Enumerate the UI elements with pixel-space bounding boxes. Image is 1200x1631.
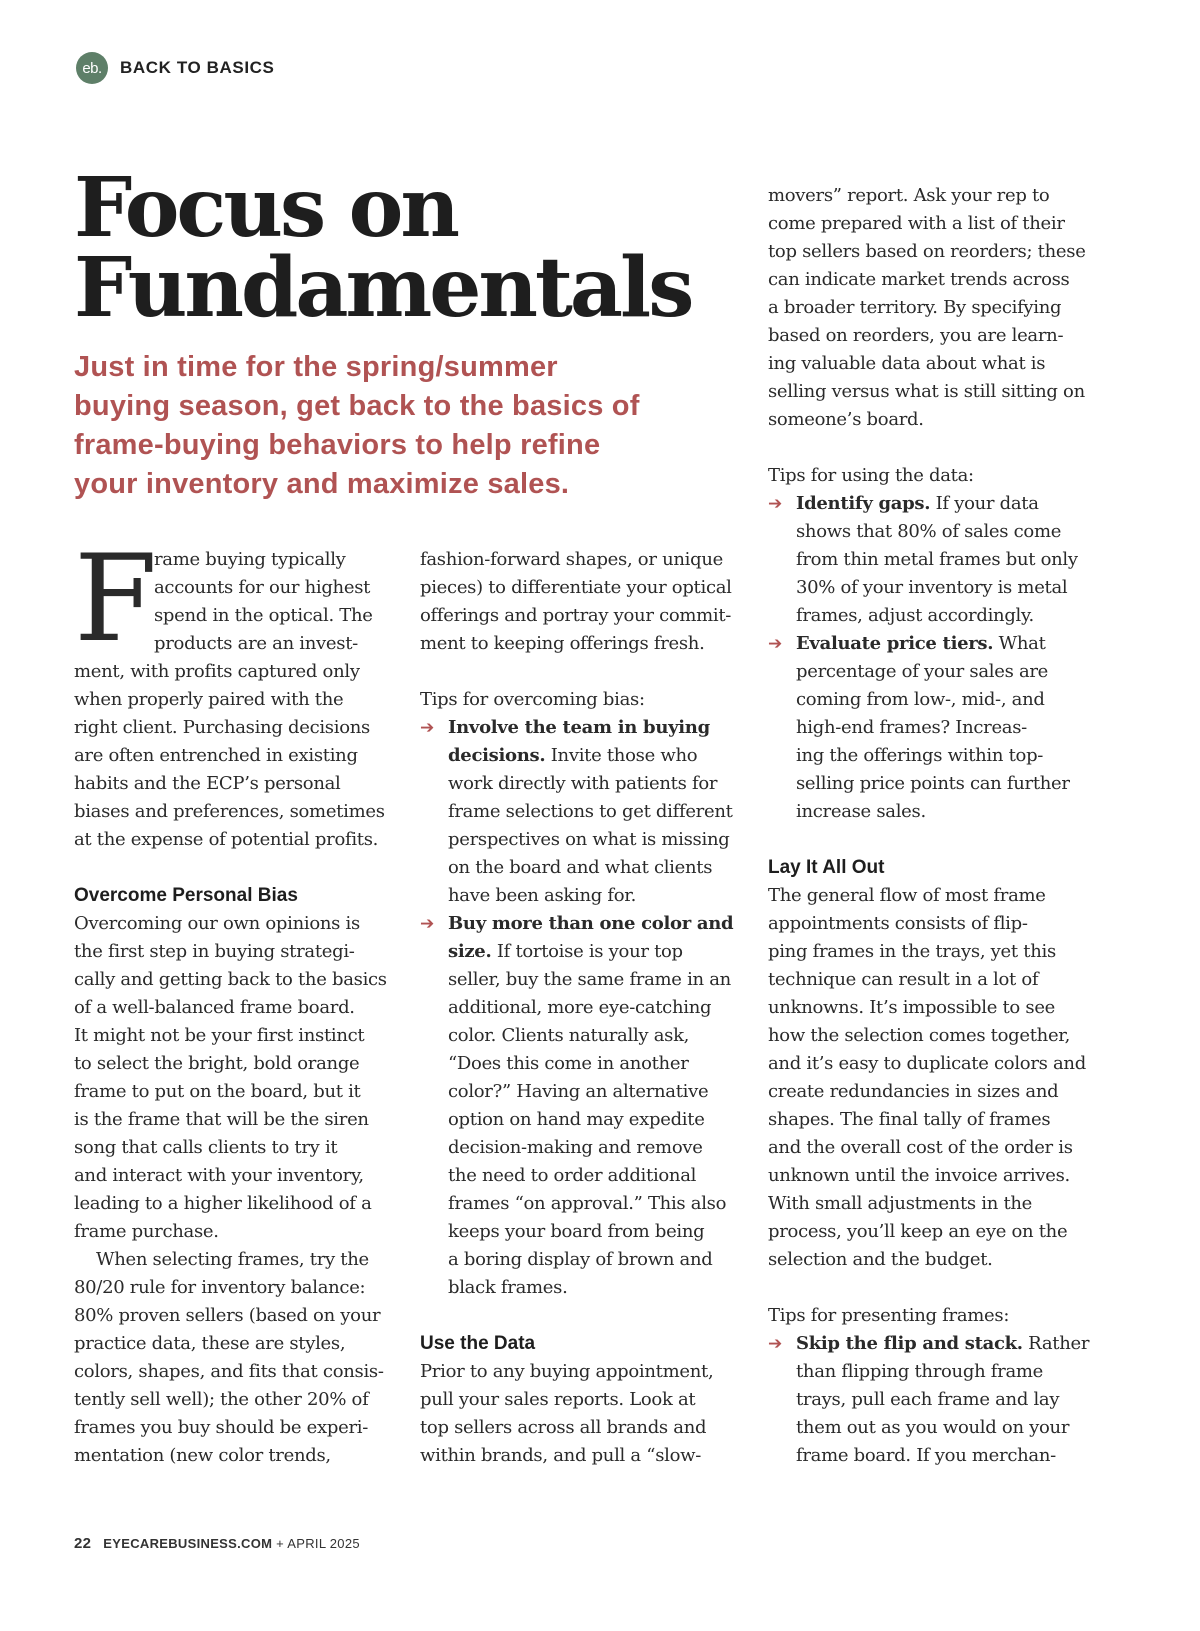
bullet-lead: Evaluate price tiers. xyxy=(796,633,994,654)
text-line: pull your sales reports. Look at xyxy=(420,1389,696,1410)
text-line: on the board and what clients xyxy=(448,857,713,878)
text-line: rame buying typically xyxy=(154,549,346,570)
section-subhead: Lay It All Out xyxy=(768,857,885,878)
deck-line: frame-buying behaviors to help refine xyxy=(74,429,601,461)
text-line: within brands, and pull a “slow- xyxy=(420,1445,702,1466)
text-line: Tips for overcoming bias: xyxy=(420,689,645,710)
text-line: Overcoming our own opinions is xyxy=(74,913,360,934)
text-line: process, you’ll keep an eye on the xyxy=(768,1221,1068,1242)
text-line: top sellers based on reorders; these xyxy=(768,241,1086,262)
issue-date: APRIL 2025 xyxy=(287,1536,360,1551)
text-line: decision-making and remove xyxy=(448,1137,703,1158)
text-line: seller, buy the same frame in an xyxy=(448,969,731,990)
text-line: frames you buy should be experi- xyxy=(74,1417,368,1438)
text-line: of a well-balanced frame board. xyxy=(74,997,355,1018)
text-line: 30% of your inventory is metal xyxy=(796,577,1068,598)
deck-line: your inventory and maximize sales. xyxy=(74,468,570,500)
arrow-bullet-icon: ➔ xyxy=(768,494,782,514)
text-line: The general flow of most frame xyxy=(768,885,1046,906)
text-line: from thin metal frames but only xyxy=(796,549,1078,570)
text-line: frame board. If you merchan- xyxy=(796,1445,1056,1466)
text-line: movers” report. Ask your rep to xyxy=(768,185,1050,206)
text-line: frame purchase. xyxy=(74,1221,219,1242)
bullet-lead: Buy more than one color and xyxy=(448,913,734,934)
text-line: create redundancies in sizes and xyxy=(768,1081,1059,1102)
text-line: offerings and portray your commit- xyxy=(420,605,732,626)
column-text xyxy=(420,546,750,1470)
text-line: selling versus what is still sitting on xyxy=(768,381,1085,402)
text-line: selection and the budget. xyxy=(768,1249,993,1270)
text-line: cally and getting back to the basics xyxy=(74,969,387,990)
page-footer xyxy=(74,1535,360,1552)
text-line: appointments consists of flip- xyxy=(768,913,1028,934)
text-line: unknowns. It’s impossible to see xyxy=(768,997,1056,1018)
text-line: additional, more eye-catching xyxy=(448,997,712,1018)
text-line: spend in the optical. The xyxy=(154,605,373,626)
text-line: and the overall cost of the order is xyxy=(768,1137,1073,1158)
paragraph-gap xyxy=(74,854,404,882)
headline-line: Fundamentals xyxy=(74,240,692,336)
article-headline xyxy=(74,160,692,336)
text-line: selling price points can further xyxy=(796,773,1070,794)
eb-logo: eb. xyxy=(76,52,108,84)
body-column-3 xyxy=(768,182,1098,1470)
bullet-item xyxy=(420,910,750,938)
text-line: ment, with profits captured only xyxy=(74,661,360,682)
text-line: shows that 80% of sales come xyxy=(796,521,1062,542)
text-line: ing the offerings within top- xyxy=(796,745,1044,766)
text-line: frames, adjust accordingly. xyxy=(796,605,1034,626)
text-line: work directly with patients for xyxy=(448,773,718,794)
text-line: them out as you would on your xyxy=(796,1417,1070,1438)
text-line: and it’s easy to duplicate colors and xyxy=(768,1053,1086,1074)
text-line: have been asking for. xyxy=(448,885,637,906)
paragraph-gap xyxy=(768,434,1098,462)
text-line: It might not be your first instinct xyxy=(74,1025,365,1046)
text-line: to select the bright, bold orange xyxy=(74,1053,360,1074)
text-line: Prior to any buying appointment, xyxy=(420,1361,714,1382)
arrow-bullet-icon: ➔ xyxy=(420,914,434,934)
text-line: Tips for using the data: xyxy=(768,465,974,486)
text-line: can indicate market trends across xyxy=(768,269,1070,290)
text-line: When selecting frames, try the xyxy=(96,1249,369,1270)
paragraph-gap xyxy=(768,826,1098,854)
text-line: frame to put on the board, but it xyxy=(74,1081,361,1102)
text-line: come prepared with a list of their xyxy=(768,213,1065,234)
bullet-lead: Skip the flip and stack. xyxy=(796,1333,1023,1354)
text-line: accounts for our highest xyxy=(154,577,371,598)
text-line: With small adjustments in the xyxy=(768,1193,1033,1214)
text-line: ing valuable data about what is xyxy=(768,353,1046,374)
text-line: high-end frames? Increas- xyxy=(796,717,1027,738)
text-line: 80/20 rule for inventory balance: xyxy=(74,1277,366,1298)
text-line: shapes. The final tally of frames xyxy=(768,1109,1051,1130)
text-line: size. If tortoise is your top xyxy=(448,941,683,962)
text-line: tently sell well); the other 20% of xyxy=(74,1389,369,1410)
text-line: color. Clients naturally ask, xyxy=(448,1025,690,1046)
text-line: how the selection comes together, xyxy=(768,1025,1071,1046)
text-line: ment to keeping offerings fresh. xyxy=(420,633,705,654)
site-name: EYECAREBUSINESS.COM xyxy=(103,1536,273,1551)
text-line: a boring display of brown and xyxy=(448,1249,713,1270)
bullet-lead: Involve the team in buying xyxy=(448,717,710,738)
text-line: mentation (new color trends, xyxy=(74,1445,331,1466)
section-label: BACK TO BASICS xyxy=(120,58,275,77)
arrow-bullet-icon: ➔ xyxy=(768,634,782,654)
text-line: keeps your board from being xyxy=(448,1221,705,1242)
text-line: 80% proven sellers (based on your xyxy=(74,1305,381,1326)
bullet-item: ➔ Evaluate price tiers. What xyxy=(768,630,1098,658)
text-line: technique can result in a lot of xyxy=(768,969,1039,990)
paragraph-gap xyxy=(768,1274,1098,1302)
text-line: leading to a higher likelihood of a xyxy=(74,1193,372,1214)
text-line: “Does this come in another xyxy=(448,1053,689,1074)
text-line: increase sales. xyxy=(796,801,926,822)
page-number: 22 xyxy=(74,1535,92,1552)
paragraph-gap xyxy=(420,1302,750,1330)
text-line: the need to order additional xyxy=(448,1165,697,1186)
paragraph-gap xyxy=(420,658,750,686)
text-line: decisions. Invite those who xyxy=(448,745,698,766)
text-line: than flipping through frame xyxy=(796,1361,1044,1382)
text-line: ping frames in the trays, yet this xyxy=(768,941,1056,962)
text-line: fashion-forward shapes, or unique xyxy=(420,549,723,570)
text-line: perspectives on what is missing xyxy=(448,829,730,850)
text-line: are often entrenched in existing xyxy=(74,745,358,766)
column-text xyxy=(768,182,1098,1470)
arrow-bullet-icon: ➔ xyxy=(420,718,434,738)
drop-cap: F xyxy=(74,530,157,669)
text-line: practice data, these are styles, xyxy=(74,1333,346,1354)
text-line: based on reorders, you are learn- xyxy=(768,325,1064,346)
footer-credit xyxy=(103,1536,360,1551)
bullet-item: ➔ Skip the flip and stack. Rather xyxy=(768,1330,1098,1358)
text-line: a broader territory. By specifying xyxy=(768,297,1062,318)
arrow-bullet-icon: ➔ xyxy=(768,1334,782,1354)
text-line: Tips for presenting frames: xyxy=(768,1305,1010,1326)
text-line: trays, pull each frame and lay xyxy=(796,1389,1060,1410)
text-line: top sellers across all brands and xyxy=(420,1417,707,1438)
text-line: biases and preferences, sometimes xyxy=(74,801,385,822)
bullet-lead: size. xyxy=(448,941,492,962)
text-line: coming from low-, mid-, and xyxy=(796,689,1045,710)
body-column-2 xyxy=(420,546,750,1470)
section-subhead: Use the Data xyxy=(420,1333,536,1354)
footer-separator: + xyxy=(276,1536,285,1551)
text-line: when properly paired with the xyxy=(74,689,344,710)
text-line: colors, shapes, and fits that consis- xyxy=(74,1361,384,1382)
text-line: is the frame that will be the siren xyxy=(74,1109,369,1130)
headline-line: Focus on xyxy=(74,160,457,256)
bullet-lead: decisions. xyxy=(448,745,546,766)
text-line: song that calls clients to try it xyxy=(74,1137,338,1158)
text-line: habits and the ECP’s personal xyxy=(74,773,341,794)
text-line: someone’s board. xyxy=(768,409,924,430)
text-line: products are an invest- xyxy=(154,633,358,654)
text-line: the first step in buying strategi- xyxy=(74,941,355,962)
text-line: pieces) to differentiate your optical xyxy=(420,577,732,598)
text-line: option on hand may expedite xyxy=(448,1109,705,1130)
bullet-lead: Identify gaps. xyxy=(796,493,931,514)
text-line: at the expense of potential profits. xyxy=(74,829,379,850)
section-tag xyxy=(76,52,275,84)
text-line: percentage of your sales are xyxy=(796,661,1049,682)
article-deck xyxy=(74,348,734,504)
bullet-item xyxy=(420,714,750,742)
deck-line: buying season, get back to the basics of xyxy=(74,390,640,422)
text-line: right client. Purchasing decisions xyxy=(74,717,370,738)
text-line: black frames. xyxy=(448,1277,568,1298)
section-subhead: Overcome Personal Bias xyxy=(74,885,298,906)
text-line: and interact with your inventory, xyxy=(74,1165,364,1186)
deck-line: Just in time for the spring/summer xyxy=(74,351,558,383)
column-text xyxy=(74,658,404,1470)
text-line: unknown until the invoice arrives. xyxy=(768,1165,1070,1186)
text-line: color?” Having an alternative xyxy=(448,1081,709,1102)
body-column-1 xyxy=(74,530,404,1470)
text-line: frame selections to get different xyxy=(448,801,733,822)
bullet-item: ➔ Identify gaps. If your data xyxy=(768,490,1098,518)
text-line: frames “on approval.” This also xyxy=(448,1193,727,1214)
dropcap-paragraph xyxy=(74,530,404,669)
